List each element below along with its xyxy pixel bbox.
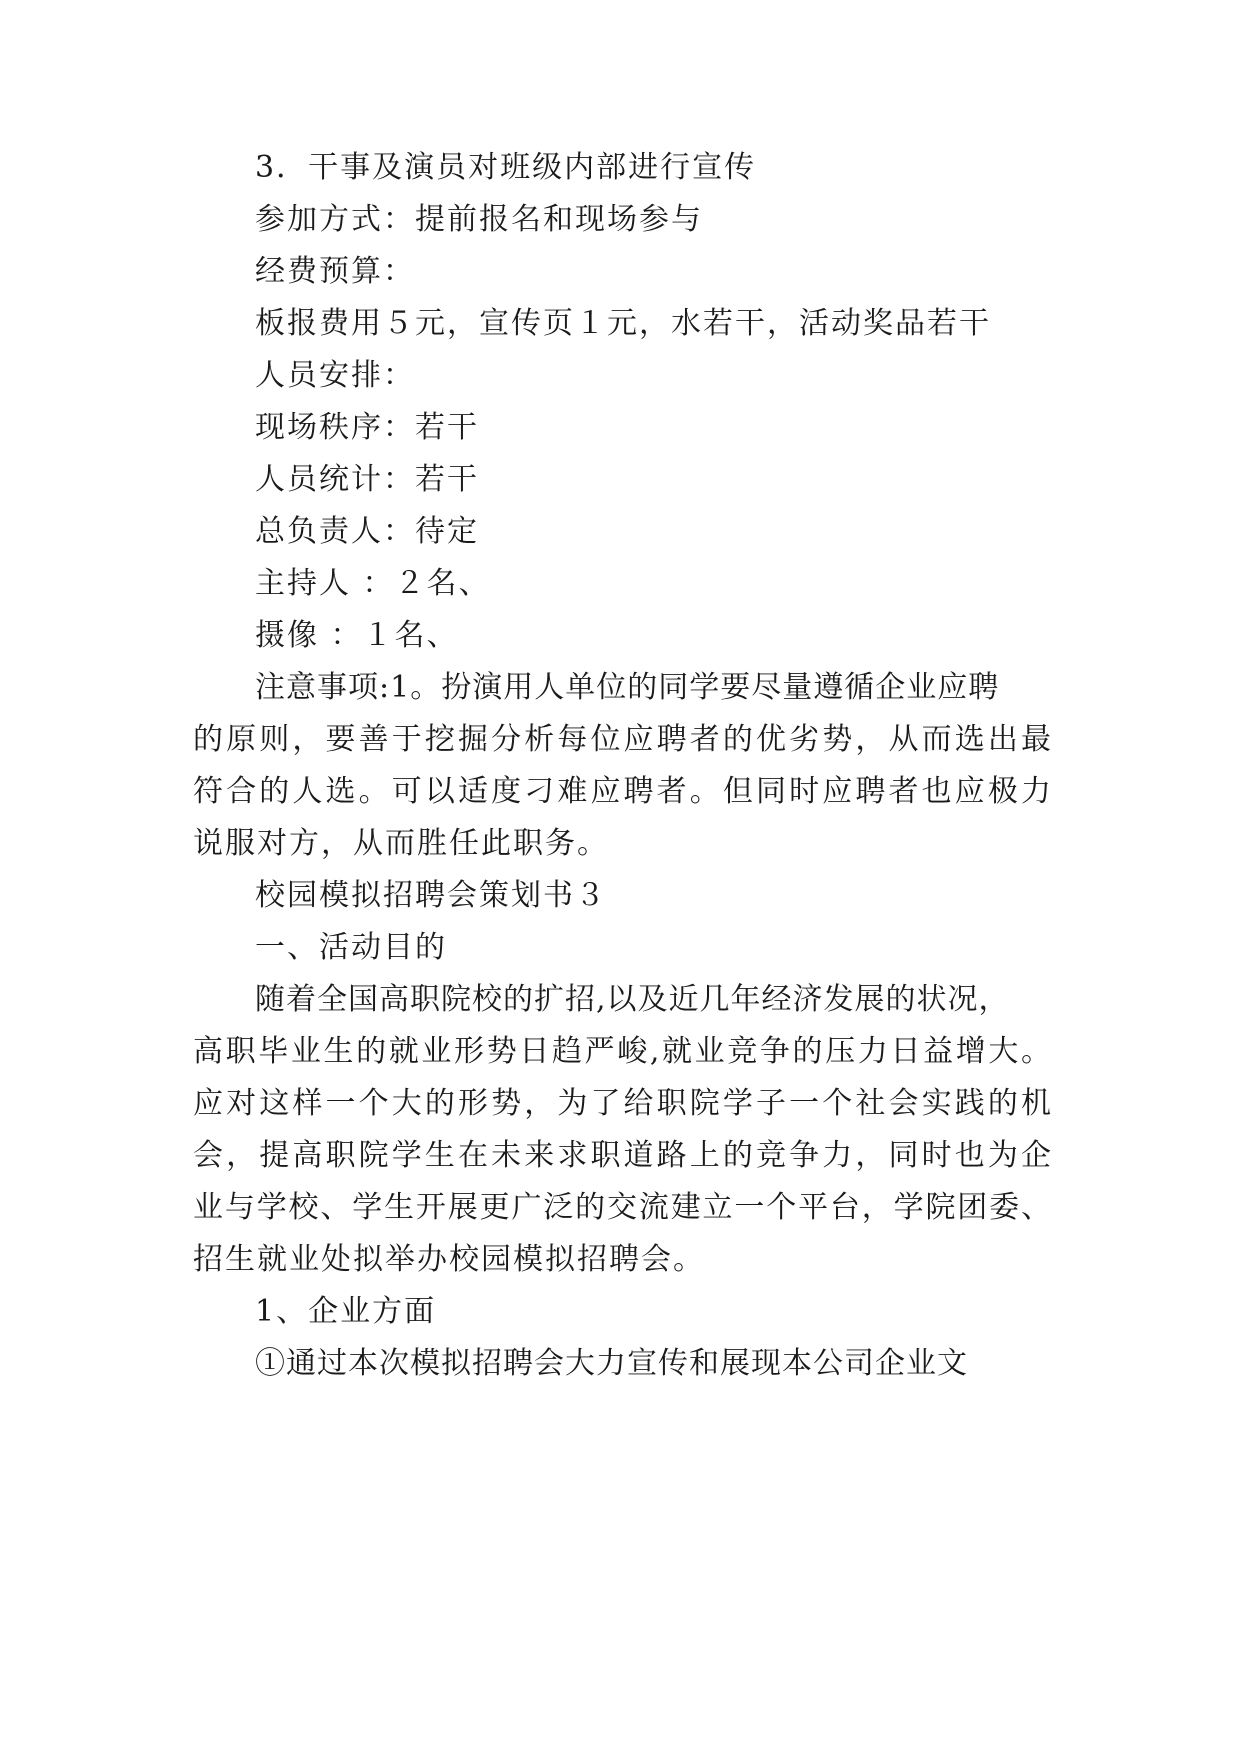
text-line-17: 随着全国高职院校的扩招,以及近几年经济发展的状况， xyxy=(255,982,1010,1017)
text-line-23: 1、企业方面 xyxy=(255,1294,437,1329)
text-line-1: 3．干事及演员对班级内部进行宣传 xyxy=(255,150,757,185)
text-line-6: 现场秩序：若干 xyxy=(255,410,479,445)
text-line-12: 的原则，要善于挖掘分析每位应聘者的优劣势，从而选出最 xyxy=(193,722,1051,757)
text-line-4: 板报费用５元，宣传页１元，水若干，活动奖品若干 xyxy=(255,306,991,341)
text-line-3: 经费预算： xyxy=(255,254,415,289)
text-line-11: 注意事项:1。扮演用人单位的同学要尽量遵循企业应聘 xyxy=(255,670,1000,705)
text-line-5: 人员安排： xyxy=(255,358,415,393)
text-line-10: 摄像 ：１名、 xyxy=(255,618,459,653)
text-line-8: 总负责人：待定 xyxy=(255,514,479,549)
text-line-15: 校园模拟招聘会策划书３ xyxy=(255,878,607,913)
text-line-13: 符合的人选。可以适度刁难应聘者。但同时应聘者也应极力 xyxy=(193,774,1051,809)
text-line-22: 招生就业处拟举办校园模拟招聘会。 xyxy=(193,1242,705,1277)
text-line-14: 说服对方，从而胜任此职务。 xyxy=(193,826,609,861)
text-line-2: 参加方式：提前报名和现场参与 xyxy=(255,202,703,237)
text-line-7: 人员统计：若干 xyxy=(255,462,479,497)
text-line-21: 业与学校、学生开展更广泛的交流建立一个平台，学院团委、 xyxy=(193,1190,1051,1225)
text-line-9: 主持人 ：２名、 xyxy=(255,566,491,601)
text-line-20: 会，提高职院学生在未来求职道路上的竞争力，同时也为企 xyxy=(193,1138,1051,1173)
text-line-18: 高职毕业生的就业形势日趋严峻,就业竞争的压力日益增大。 xyxy=(193,1034,1051,1069)
text-line-19: 应对这样一个大的形势，为了给职院学子一个社会实践的机 xyxy=(193,1086,1051,1121)
text-line-16: 一、活动目的 xyxy=(255,930,447,965)
text-line-24: ①通过本次模拟招聘会大力宣传和展现本公司企业文 xyxy=(255,1346,968,1381)
